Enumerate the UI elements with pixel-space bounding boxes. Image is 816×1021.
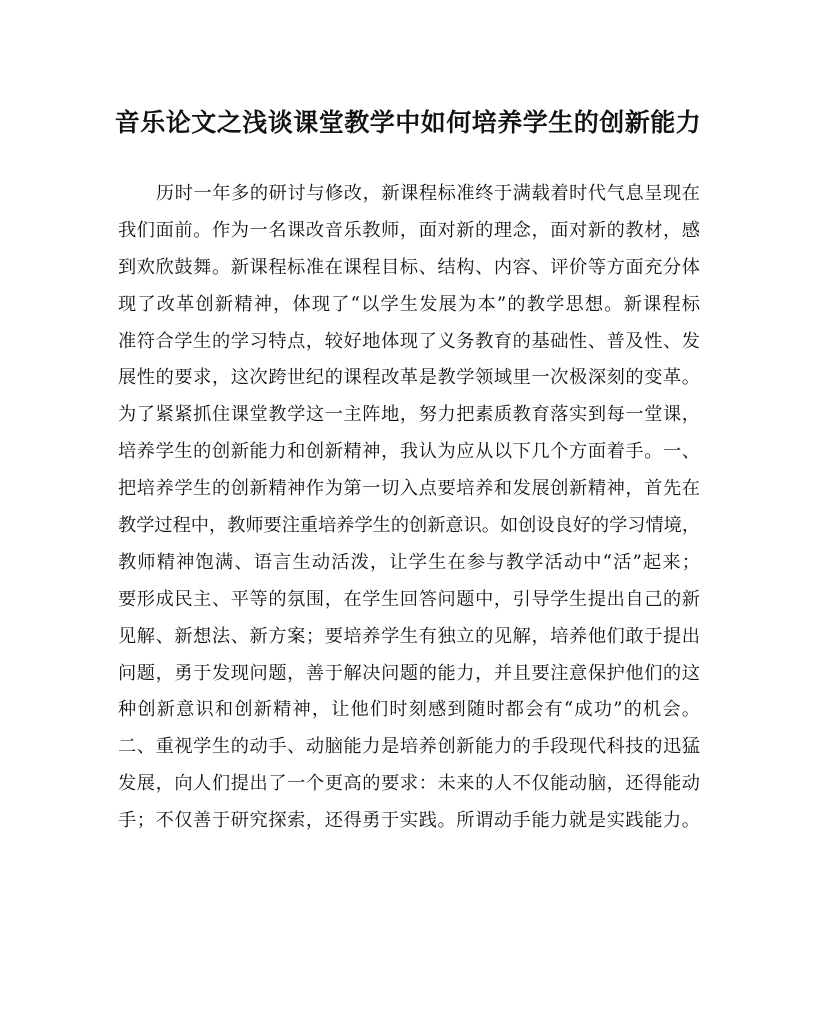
text-line: 我们面前。作为一名课改音乐教师，面对新的理念，面对新的教材，感 [118,219,700,241]
text-line: 教师精神饱满、语言生动活泼，让学生在参与教学活动中“活”起来； [118,551,700,573]
document-body [118,176,700,840]
text-line: 历时一年多的研讨与修改，新课程标准终于满载着时代气息呈现在 [156,183,700,204]
text-line: 把培养学生的创新精神作为第一切入点要培养和发展创新精神，首先在 [118,478,700,500]
text-line: 发展，向人们提出了一个更高的要求：未来的人不仅能动脑，还得能动 [118,773,700,795]
text-line: 教学过程中，教师要注重培养学生的创新意识。如创设良好的学习情境， [118,515,701,537]
text-line: 见解、新想法、新方案；要培养学生有独立的见解，培养他们敢于提出 [118,625,700,647]
text-line: 展性的要求，这次跨世纪的课程改革是教学领域里一次极深刻的变革。 [118,367,700,389]
text-line: 要形成民主、平等的氛围，在学生回答问题中，引导学生提出自己的新 [118,588,700,610]
text-line: 二、重视学生的动手、动脑能力是培养创新能力的手段现代科技的迅猛 [118,736,700,758]
text-line: 手；不仅善于研究探索，还得勇于实践。所谓动手能力就是实践能力。 [118,810,700,832]
document-title: 音乐论文之浅谈课堂教学中如何培养学生的创新能力 [114,108,702,137]
text-line: 种创新意识和创新精神，让他们时刻感到随时都会有“成功”的机会。 [118,699,700,721]
text-line: 问题，勇于发现问题，善于解决问题的能力，并且要注意保护他们的这 [118,662,700,684]
text-line: 培养学生的创新能力和创新精神，我认为应从以下几个方面着手。一、 [118,441,700,463]
text-line: 到欢欣鼓舞。新课程标准在课程目标、结构、内容、评价等方面充分体 [118,256,700,278]
text-line: 为了紧紧抓住课堂教学这一主阵地，努力把素质教育落实到每一堂课， [118,404,700,426]
text-line: 准符合学生的学习特点，较好地体现了义务教育的基础性、普及性、发 [118,330,700,352]
text-line: 现了改革创新精神，体现了“以学生发展为本”的教学思想。新课程标 [118,293,700,315]
